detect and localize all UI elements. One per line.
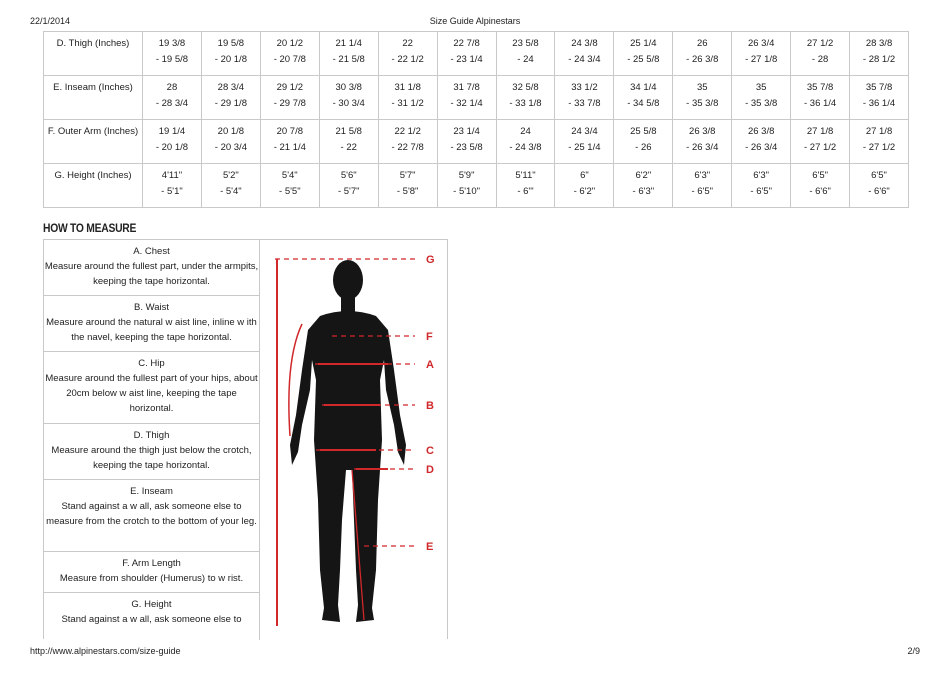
size-from: 30 3/8 [335,82,362,93]
size-from: 26 3/8 [747,126,775,137]
size-cell [319,164,378,208]
measure-item-title: C. Hip [138,358,165,369]
size-from: 5'9" [458,170,475,181]
size-from: 24 [520,126,531,137]
size-from: 6'3" [753,170,770,181]
size-to: - 24 3/8 [509,142,542,153]
size-cell [791,32,850,76]
measure-item [44,424,259,480]
measure-letter: G [426,254,435,266]
size-to: - 36 1/4 [803,98,837,109]
size-cell [614,32,673,76]
size-cell [378,164,437,208]
size-from: 26 3/4 [747,38,775,49]
size-cell [555,164,614,208]
size-to: - 26 [635,142,652,153]
how-to-measure-box [43,239,448,639]
size-to: - 29 7/8 [273,98,306,109]
how-to-measure-heading: HOW TO MEASURE [43,221,137,235]
size-from: 26 3/8 [689,126,716,137]
size-cell [496,164,555,208]
size-to: - 26 3/4 [745,142,778,153]
size-from: 24 3/4 [571,126,598,137]
size-to: - 24 3/4 [568,54,601,65]
page-number: 2/9 [907,646,920,656]
measure-item-title: F. Arm Length [122,558,181,569]
size-to: - 20 1/8 [214,54,247,65]
row-label: G. Height (Inches) [44,164,143,208]
size-to: - 24 [517,54,534,65]
size-from: 5'2" [223,170,239,181]
size-to: - 29 1/8 [214,98,247,109]
size-from: 24 3/8 [571,38,598,49]
size-to: - 5'5" [279,186,301,197]
size-cell [496,120,555,164]
body-measurement-figure [260,240,449,640]
size-from: 27 1/8 [865,126,893,137]
size-to: - 28 1/2 [862,54,896,65]
size-to: - 25 5/8 [627,54,660,65]
size-to: - 21 5/8 [332,54,365,65]
size-cell [378,76,437,120]
measure-item [44,296,259,352]
size-from: 19 1/4 [158,126,186,137]
size-cell [143,76,202,120]
size-to: - 20 7/8 [273,54,306,65]
table-row [44,76,909,120]
size-cell [201,164,260,208]
size-cell [614,120,673,164]
size-cell [555,76,614,120]
size-to: - 5'4" [220,186,242,197]
measure-item-text: Measure around the fullest part, under the armpits, keeping the tape horizontal. [44,261,259,287]
size-to: - 22 [340,142,357,153]
size-from: 25 1/4 [630,38,657,49]
size-to: - 32 1/4 [450,98,483,109]
size-to: - 6'5" [750,186,772,197]
measure-item [44,480,259,552]
measure-item-title: E. Inseam [130,486,173,497]
measure-item [44,240,259,296]
page-title: Size Guide Alpinestars [429,16,521,26]
size-from: 19 5/8 [217,38,245,49]
print-date: 22/1/2014 [30,16,71,26]
size-from: 27 1/8 [806,126,834,137]
size-cell [496,76,555,120]
size-cell [850,76,909,120]
measure-letter: D [426,464,434,476]
size-from: 35 [696,82,708,93]
body-silhouette [290,260,406,622]
size-from: 28 3/8 [865,38,893,49]
size-cell [201,32,260,76]
size-cell [850,120,909,164]
size-from: 27 1/2 [806,38,834,49]
table-row [44,32,909,76]
size-to: - 22 7/8 [391,142,424,153]
size-cell [791,164,850,208]
size-from: 28 [166,82,178,93]
size-cell [732,120,791,164]
size-to: - 6'6" [809,186,831,197]
measure-letter: B [426,400,434,412]
size-cell [319,120,378,164]
size-to: - 6'2" [573,186,596,197]
size-cell [437,120,496,164]
size-from: 22 7/8 [453,38,480,49]
row-label: F. Outer Arm (Inches) [44,120,143,164]
size-from: 6'5" [871,170,887,181]
measure-item-text: Stand against a w all, ask someone else to measure from the crotch to the bottom of your leg. [46,501,257,527]
size-to: - 31 1/2 [391,98,424,109]
size-cell [260,164,319,208]
measure-item-title: D. Thigh [133,430,170,441]
size-cell [850,164,909,208]
size-from: 35 7/8 [806,82,834,93]
size-from: 21 1/4 [335,38,362,49]
size-cell [260,76,319,120]
table-row [44,120,909,164]
size-to: - 20 3/4 [214,142,247,153]
size-to: - 34 5/8 [627,98,660,109]
measure-item-text: Measure around the natural w aist line, inline w ith the navel, keeping the tape horizontal. [46,317,257,343]
size-from: 35 [755,82,767,93]
size-cell [437,32,496,76]
size-to: - 28 [811,54,829,65]
size-to: - 5'10" [453,186,480,197]
size-cell [673,76,732,120]
size-to: - 5'7" [337,186,360,197]
size-cell [378,120,437,164]
size-cell [673,32,732,76]
size-from: 19 3/8 [158,38,186,49]
size-to: - 21 1/4 [273,142,306,153]
size-from: 20 7/8 [276,126,304,137]
size-cell [850,32,909,76]
size-to: - 6'5" [691,186,714,197]
size-cell [378,32,437,76]
size-cell [614,76,673,120]
size-cell [437,164,496,208]
size-cell [614,164,673,208]
size-from: 32 5/8 [512,82,539,93]
measure-letter: A [426,359,434,371]
size-cell [319,76,378,120]
size-from: 31 7/8 [453,82,480,93]
size-from: 5'6" [340,170,357,181]
size-cell [260,32,319,76]
size-cell [555,120,614,164]
size-to: - 33 7/8 [568,98,601,109]
size-to: - 26 3/8 [686,54,719,65]
print-header [30,16,920,28]
size-to: - 5'8" [396,186,419,197]
size-from: 28 3/4 [217,82,245,93]
size-from: 22 1/2 [394,126,421,137]
size-cell [791,120,850,164]
size-cell [555,32,614,76]
size-to: - 36 1/4 [862,98,896,109]
size-cell [319,32,378,76]
source-url: http://www.alpinestars.com/size-guide [30,646,181,656]
size-from: 23 1/4 [453,126,480,137]
measure-item-text: Measure from shoulder (Humerus) to w rist. [59,573,244,584]
size-to: - 27 1/8 [745,54,778,65]
size-cell [201,120,260,164]
size-from: 26 [696,38,708,49]
size-cell [143,164,202,208]
size-from: 6" [580,170,589,181]
measure-letter: E [426,541,434,553]
size-from: 5'7" [399,170,416,181]
measure-item-text: Measure around the thigh just below the crotch, keeping the tape horizontal. [51,445,252,471]
size-cell [732,76,791,120]
size-to: - 6'6" [868,186,890,197]
size-from: 25 5/8 [630,126,657,137]
human-silhouette-diagram [260,240,449,640]
size-to: - 6'3" [632,186,655,197]
size-cell [673,164,732,208]
size-from: 22 [402,38,413,49]
size-to: - 33 1/8 [509,98,542,109]
measure-letter: C [426,445,434,457]
size-cell [791,76,850,120]
size-from: 34 1/4 [630,82,657,93]
measure-item-title: G. Height [131,599,172,610]
size-to: - 28 3/4 [155,98,189,109]
size-cell [732,164,791,208]
size-to: - 25 1/4 [568,142,601,153]
size-from: 4'11" [161,170,183,181]
measure-item-text: Measure around the fullest part of your hips, about 20cm below w aist line, keeping the tape horizontal. [45,373,258,414]
size-cell [732,32,791,76]
row-label: E. Inseam (Inches) [44,76,143,120]
size-table [43,31,909,208]
size-to: - 23 5/8 [450,142,483,153]
size-cell [437,76,496,120]
size-cell [143,32,202,76]
size-to: - 22 1/2 [391,54,424,65]
size-to: - 6'" [517,186,534,197]
size-from: 29 1/2 [276,82,304,93]
size-from: 5'11" [515,170,536,181]
size-cell [673,120,732,164]
size-from: 20 1/2 [276,38,304,49]
size-from: 5'4" [281,170,298,181]
measure-item [44,552,259,593]
size-to: - 35 3/8 [745,98,778,109]
measure-item [44,593,259,640]
measure-item-title: A. Chest [133,246,170,257]
row-label: D. Thigh (Inches) [44,32,143,76]
table-row [44,164,909,208]
size-cell [201,76,260,120]
size-from: 6'2" [635,170,652,181]
size-from: 33 1/2 [571,82,598,93]
measure-letter: F [426,331,433,343]
size-to: - 20 1/8 [155,142,189,153]
measure-item [44,352,259,424]
size-to: - 27 1/2 [862,142,896,153]
size-to: - 26 3/4 [686,142,719,153]
size-from: 6'3" [694,170,711,181]
size-to: - 30 3/4 [332,98,365,109]
size-to: - 27 1/2 [803,142,837,153]
size-from: 31 1/8 [394,82,421,93]
size-cell [496,32,555,76]
size-cell [143,120,202,164]
size-from: 35 7/8 [865,82,893,93]
measure-item-text: Stand against a w all, ask someone else to [61,614,242,625]
size-to: - 5'1" [161,186,183,197]
measure-item-title: B. Waist [133,302,169,313]
size-from: 23 5/8 [512,38,539,49]
measurement-instructions [44,240,260,640]
size-from: 20 1/8 [217,126,245,137]
size-cell [260,120,319,164]
size-from: 21 5/8 [335,126,362,137]
size-to: - 19 5/8 [155,54,189,65]
size-to: - 23 1/4 [450,54,483,65]
size-to: - 35 3/8 [686,98,719,109]
size-from: 6'5" [812,170,828,181]
